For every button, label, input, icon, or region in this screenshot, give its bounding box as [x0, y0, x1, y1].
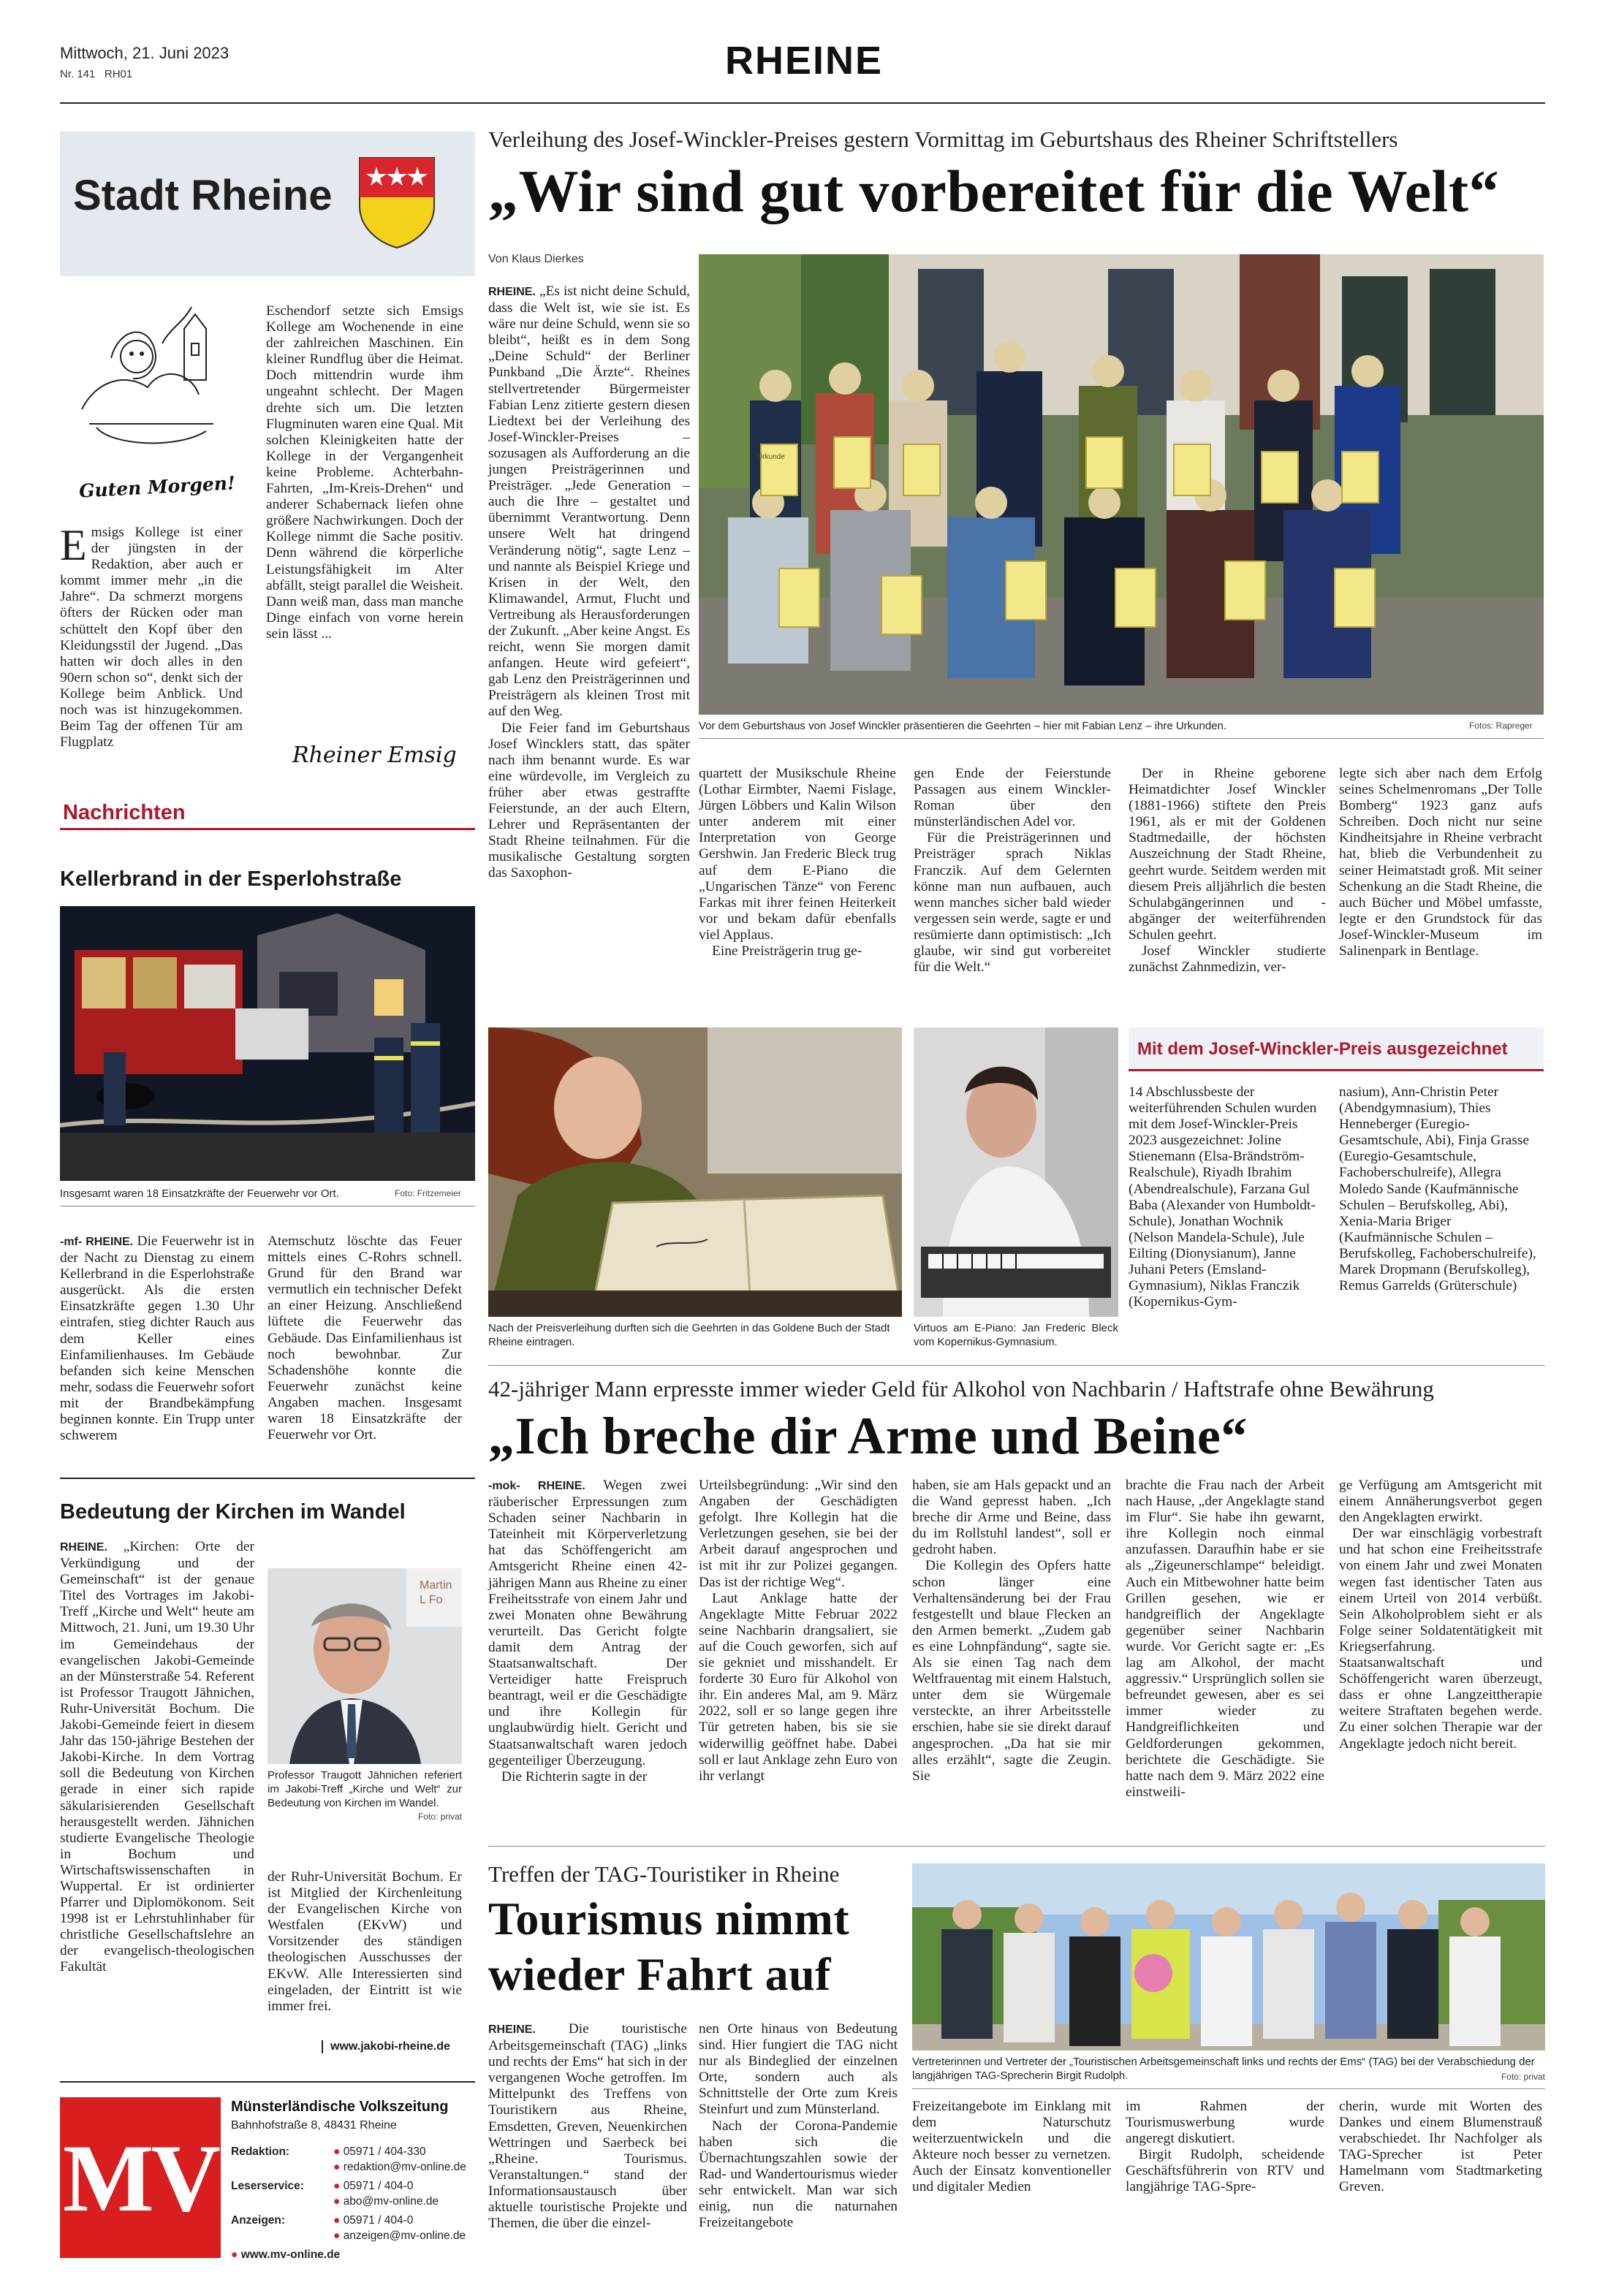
winckler-column-b — [699, 766, 896, 959]
section-title: RHEINE — [724, 39, 884, 83]
laureates-column-1: 14 Abschlussbeste der weiterführenden Schulen wurden mit dem Josef-Winckler-Preis 2023 ausgezeichnet: Joline Stienemann (Elsa-Brändström-Realschule), Riyadh Ibrahim (Abendrealschule), Farzana Gul Baba (Alexander von Humboldt-Schule), Jonathan Wochnik (Nelson Mandela-Schule), Jule Eilting (Dionysianum), Janne Juhani Peters (Emsland-Gymnasium), Niklas Franczik (Kopernikus-Gym- — [1129, 1084, 1317, 1310]
winckler-col-d: Der in Rheine geborene Heimatdichter Josef Winckler (1881-1966) stiftete den Preis 1961, als er mit der Goldenen Stadtmedaille, der höchsten Auszeichnung der Stadt Rheine, geehrt wurde. Seitdem werden mit diesem Preis alljährlich die besten Schulabgängerinnen und -abgänger der weiterführenden Schulen geehrt. — [1129, 766, 1326, 943]
erpressung-col2b: Laut Anklage hatte der Angeklagte Mitte Februar 2022 seine Nachbarin drangsaliert, sie auf die Couch geworfen, sich auf sie gekniet und misshandelt. Er forderte 30 Euro für Alkohol von ihr. Ein anderes Mal, am 9. März 2022, soll er so lange gegen ihre Tür getreten haben, bis sie sie widerwillig geöffnet habe. Dabei soll er laut Anklage zehn Euro von ihr verlangt — [699, 1590, 898, 1784]
header-rule — [60, 102, 1545, 104]
kirchen-caption-text: Professor Traugott Jähnichen referiert im Jakobi-Treff „Kirche und Welt“ zur Bedeutung von Kirchen im Wandel. — [268, 1769, 462, 1809]
erpressung-column-4: brachte die Frau nach der Arbeit nach Hause, „der Angeklagte stand im Flur“. Sie habe ihn gewarnt, ihre Kollegin noch einmal anzufassen. Daraufhin habe er sie als „Zigeunerschlampe“ beleidigt. Auch ein Mitbewohner hatte beim Grillen gesehen, wie er handgreiflich der Angeklagte gegenüber seiner Nachbarin wurde. Vor Gericht sagte er: „Es lag am Alkohol, der macht aggressiv.“ Ursprünglich sollen sie befreundet gewesen, aber es sei immer wieder zu Handgreiflichkeiten und Geldforderungen gekommen, berichtete die Geschädigte. Sie hatte nach dem 9. März 2022 eine einstweili- — [1126, 1478, 1324, 1800]
stadt-rheine-title: Stadt Rheine — [73, 172, 333, 219]
winckler-column-e: legte sich aber nach dem Erfolg seines Schelmenromans „Der Tolle Bomberg“ 1923 ganz aufs Schreiben. Doch nicht nur seine Kindheitsjahre in Rheine verbracht hat, blieb die Verbundenheit zu seiner Heimatstadt groß. Mit seiner Schenkung an die Stadt Rheine, die auch Bücher und Möbel umfasste, legte er den Grundstock für das Josef-Winckler-Museum im Salinenpark in Bentlage. — [1339, 766, 1542, 959]
tag-caption-text: Vertreterinnen und Vertreter der „Touristischen Arbeitsgemeinschaft links und rechts der Ems“ (TAG) bei der Verabschiedung der langjährigen TAG-Sprecherin Birgit Rudolph. — [912, 2056, 1535, 2082]
tourismus-column-1 — [488, 2021, 687, 2232]
golden-book-caption: Nach der Preisverleihung durften sich die Geehrten in das Goldene Buch der Stadt Rheine eintragen. — [488, 1322, 890, 1348]
tourismus-column-4 — [1126, 2099, 1324, 2196]
winckler-column-d — [1129, 766, 1326, 976]
tourismus-kicker: Treffen der TAG-Touristiker in Rheine — [488, 1861, 840, 1887]
cartoon-illustration — [67, 300, 237, 465]
kellerbrand-caption: Insgesamt waren 18 Einsatzkräfte der Feuerwehr vor Ort. — [60, 1187, 339, 1200]
issue-number: Nr. 141 — [60, 68, 96, 80]
jakobi-link-text[interactable]: www.jakobi-rheine.de — [330, 2040, 450, 2053]
kirchen-title: Bedeutung der Kirchen im Wandel — [60, 1500, 406, 1524]
golden-book-photo — [488, 1027, 902, 1317]
good-morning-label: Guten Morgen! — [78, 472, 236, 502]
winckler-col-a-text: „Es ist nicht deine Schuld, dass die Welt ist, wie sie ist. Es wäre nur deine Schuld, wenn sie so bleibt“, heißt es in dem Song „Deine Schuld“ der Berliner Punkband „Die Ärzte“. Rheines stellvertretender Bürgermeister Fabian Lenz zitierte gestern diesen Liedtext bei der Verleihung des Josef-Winckler-Preises – sozusagen als Aufforderung an die jungen Preisträgerinnen und Preisträger. „Jede Generation – auch die Ihre – gestaltet und übernimmt Verantwortung. Denn unsere Welt hat dringend Veränderung nötig“, sagte Lenz – und nannte als Beispiel Kriege und Krisen in der Welt, den Klimawandel, Armut, Flucht und Vertreibung als Herausforderungen der Zukunft. „Aber keine Angst. Es reicht, wenn Sie morgen damit anfangen. Heute wird gefeiert“, gab Lenz den Preisträgerinnen und Preisträgern als kleinen Trost mit auf den Weg. — [488, 284, 690, 720]
phone-icon: ● — [333, 2145, 341, 2158]
erpressung-col2: Urteilsbegründung: „Wir sind den Angaben der Geschädigten gefolgt. Ihre Kollegin hat die Verletzungen gesehen, sie bei der Arbeit darauf angesprochen und ist mit ihr zur Polizei gegangen. Das ist der richtige Weg“. — [699, 1478, 898, 1590]
kirchen-col1-text: „Kirchen: Orte der Verkündigung und der Gemeinschaft“ ist der genaue Titel des Vortrages im Jakobi-Treff „Kirche und Welt“ heute am Mittwoch, 21. Juni, um 19.30 Uhr im Gemeindehaus der evangelischen Jakobi-Gemeinde an der Münsterstraße 54. Referent ist Professor Traugott Jähnichen, Ruhr-Universität Bochum. Die Jakobi-Gemeinde feiert in diesem Jahr das 150-jährige Bestehen der Jakobi-Kirche. In dem Vortrag soll die Bedeutung von Kirchen gerade in einer sich rapide säkularisierenden Gesellschaft herausgestellt werden. Jähnichen studierte Evangelische Theologie in Bochum und Wirtschaftswissenschaften in Wuppertal. Er ist ordinierter Pfarrer und Diplomökonom. Seit 1998 ist er Lehrstuhlinhaber für christliche Gesellschaftslehre an der evangelisch-theologischen Fakultät — [60, 1539, 254, 1975]
erpressung-col5: ge Verfügung am Amtsgericht mit einem Annäherungsverbot gegen den Angeklagten erwirkt. — [1339, 1478, 1542, 1526]
winckler-col-b2: Eine Preisträgerin trug ge- — [712, 943, 862, 959]
tourismus-column-3: Freizeitangebote im Einklang mit dem Naturschutz weiterzuentwickeln und die Akteure noch besser zu vernetzen. Auch der Einsatz konventioneller und digitaler Medien — [912, 2099, 1111, 2195]
winckler-col-c: gen Ende der Feierstunde Passagen aus einem Winckler-Roman über den münsterländischen Adel vor. — [914, 766, 1111, 830]
tourismus-col4b: Birgit Rudolph, scheidende Geschäftsführerin von RTV und langjährige TAG-Spre- — [1126, 2147, 1324, 2195]
phone-icon: ● — [333, 2180, 341, 2192]
mv-row-values — [333, 2144, 466, 2175]
erpressung-col3: haben, sie am Hals gepackt und an die Wand gepresst haben. „Ich breche dir Arme und Beine, dass du im Rollstuhl landest“, soll er gedroht haben. — [912, 1478, 1111, 1558]
nachrichten-label: Nachrichten — [63, 801, 186, 824]
kellerbrand-end-rule — [60, 1478, 475, 1479]
nachrichten-header — [60, 801, 475, 830]
piano-photo — [914, 1027, 1118, 1317]
erpressung-kicker: 42-jähriger Mann erpresste immer wieder Geld für Alkohol von Nachbarin / Haftstrafe ohne Bewährung — [488, 1376, 1434, 1402]
kellerbrand-credit: Foto: Fritzemeier — [395, 1188, 461, 1198]
laureates-box-title: Mit dem Josef-Winckler-Preis ausgezeichnet — [1137, 1039, 1508, 1059]
kellerbrand-kw: -mf- RHEINE. — [60, 1236, 134, 1248]
mv-row-values — [333, 2213, 466, 2243]
stadt-column-1 — [60, 521, 243, 750]
erpressung-column-5 — [1339, 1478, 1542, 1752]
mv-leserservice-phone[interactable]: 05971 / 404-0 — [343, 2180, 414, 2192]
kellerbrand-title: Kellerbrand in der Esperlohstraße — [60, 867, 402, 891]
mv-address: Bahnhofstraße 8, 48431 Rheine — [231, 2119, 397, 2132]
mail-icon: ● — [333, 2230, 341, 2242]
header-date: Mittwoch, 21. Juni 2023 — [60, 44, 230, 62]
erpressung-col1-text: Wegen zwei räuberischer Erpressungen zum Schaden seiner Nachbarin in Tateinheit mit Körperverletzung hat das Schöffengericht am Amtsgericht Rheine einen 42-jährigen Mann aus Rheine zu einer Freiheitsstrafe von einem Jahr und zwei Monaten ohne Bewährung verurteilt. Das Gericht folgte damit dem Antrag der Staatsanwaltschaft. Der Verteidiger hatte Freispruch beantragt, weil er die Geschädigte und ihre Kollegin für unglaubwürdig hielt. Gericht und Staatsanwaltschaft waren jedoch gegenteiliger Überzeugung. — [488, 1478, 687, 1768]
tourismus-headline-2: wieder Fahrt auf — [488, 1948, 831, 2000]
laureates-box-header — [1129, 1027, 1544, 1071]
tourismus-col4: im Rahmen der Tourismuswerbung wurde angeregt diskutiert. — [1126, 2099, 1324, 2147]
mv-web-text[interactable]: www.mv-online.de — [240, 2249, 341, 2261]
erpressung-col3b: Die Kollegin des Opfers hatte schon länger eine Verhaltensänderung bei der Frau festgestellt und blaue Flecken an den Armen bemerkt. „Zudem gab es eine Lohnpfändung“, sagte sie. Als sie einen Tag nach dem Weltfrauentag mit einem Halstuch, unter dem sie Würgemale versteckte, an ihrer Arbeitsstelle erschien, habe sie sie direkt darauf angesprochen. „Da hat sie mir alles erzählt“, sagte die Zeugin. Sie — [912, 1558, 1111, 1784]
tourismus-col2: nen Orte hinaus von Bedeutung sind. Hier fungiert die TAG nicht nur als Bindeglied der einzelnen Orte, sondern auch als Schnittstelle der Orte zum Kreis Steinfurt und zum Münsterland. — [699, 2021, 898, 2118]
winckler-col-a2: Die Feier fand im Geburtshaus Josef Wincklers statt, das später nach ihm benannt wurde. Es war eine würdevolle, im Vergleich zu früher aber etwas gestraffte Feierstunde, an der auch Eltern, Lehrer und Repräsentanten der Stadt Rheine teilnahmen. Für die musikalische Gestaltung sorgten das Saxophon- — [488, 720, 690, 881]
mv-top-rule — [60, 2081, 475, 2083]
jakobi-link[interactable] — [322, 2040, 450, 2053]
winckler-col-c2: Für die Preisträgerinnen und Preisträger sprach Niklas Franczik. Auf dem Gelernten könne man nun aufbauen, auch wenn manches sicher bald wieder vergessen sein werde, sagte er und resümierte dann optimistisch: „Ich glaube, wir sind gut vorbereitet für die Welt.“ — [914, 830, 1111, 976]
phone-icon: ● — [333, 2214, 341, 2227]
tourismus-column-2 — [699, 2021, 898, 2231]
erpressung-column-3 — [912, 1478, 1111, 1784]
certificate-label: Urkunde — [757, 453, 785, 461]
kellerbrand-column-2: Atemschutz löschte das Feuer mittels eines C-Rohrs schnell. Grund für den Brand war vermutlich ein technischer Defekt an einer Heizung. Anschließend lüftete die Feuerwehr das Gebäude. Das Einfamilienhaus ist noch bewohnbar. Zur Schadenshöhe konnte die Feuerwehr zunächst keine Angaben machen. Insgesamt waren 18 Einsatzkräfte der Feuerwehr vor Ort. — [268, 1233, 462, 1443]
tourismus-top-rule — [488, 1846, 1545, 1847]
winckler-column-c — [914, 766, 1111, 976]
signature: Rheiner Emsig — [292, 742, 457, 768]
kirchen-caption — [268, 1768, 462, 1824]
kirchen-column-1 — [60, 1539, 254, 1976]
kellerbrand-column-1 — [60, 1233, 254, 1444]
photo-sign-text: Martin L Fo — [420, 1579, 452, 1606]
mv-contact-rows — [231, 2144, 475, 2262]
web-icon: ● — [231, 2249, 238, 2261]
mv-row-label: Leserservice: — [231, 2180, 304, 2192]
mv-logo-text: MV — [63, 2124, 218, 2232]
laureates-column-2: nasium), Ann-Christin Peter (Abendgymnasium), Thies Henneberger (Euregio-Gesamtschule, Abi), Finja Grasse (Euregio-Gesamtschule, Fachoberschulreife), Allegra Moledo Sande (Kaufmännische Schulen – Berufskolleg, Abi), Xenia-Maria Briger (Kaufmännische Schulen – Berufskolleg, Fachoberschulreife), Marek Dropmann (Berufskolleg), Remus Garrelds (Grüterschule) — [1339, 1084, 1536, 1294]
mail-icon: ● — [333, 2195, 341, 2208]
erpressung-column-2 — [699, 1478, 898, 1784]
tourismus-kw: RHEINE. — [488, 2023, 536, 2036]
mv-row-redaktion — [231, 2144, 475, 2175]
mv-anzeigen-mail[interactable]: anzeigen@mv-online.de — [343, 2230, 466, 2242]
tourismus-col2b: Nach der Corona-Pandemie haben sich die Übernachtungszahlen sowie der Rad- und Wandertourismus wieder sehr entwickelt. Man war sich einig, nun die naturnahen Freizeitangebote — [699, 2118, 898, 2231]
tag-group-photo — [912, 1863, 1545, 2050]
erpressung-kw: -mok- RHEINE. — [488, 1480, 585, 1492]
piano-caption: Virtuos am E-Piano: Jan Frederic Bleck vom Kopernikus-Gymnasium. — [914, 1322, 1118, 1348]
kirchen-column-2: der Ruhr-Universität Bochum. Er ist Mitglied der Kirchenleitung der Evangelischen Kirche von Westfalen (EKvW) und Vorsitzender des ständigen theologischen Ausschusses der EKvW. Alle Interessierten sind eingeladen, der Eintritt ist wie immer frei. — [268, 1869, 462, 2014]
erpressung-col1b: Die Richterin sagte in der — [501, 1768, 648, 1784]
kirchen-kw: RHEINE. — [60, 1541, 107, 1554]
tourismus-headline-1: Tourismus nimmt — [488, 1893, 850, 1945]
erpressung-column-1 — [488, 1478, 687, 1785]
erpressung-col5b: Der war einschlägig vorbestraft und hat schon eine Freiheitsstrafe von einem Jahr und zwei Monaten wegen fast identischer Taten aus einem Urteil von 2014 verbüßt. Sein Alkoholproblem sieht er als Folge seiner Soldatentätigkeit mit Kriegserfahrung. Staatsanwaltschaft und Schöffengericht waren überzeugt, dass er ohne Langzeittherapie weitere Straftaten begehen werde. Zu einer solchen Therapie war der Angeklagte jedoch nicht bereit. — [1339, 1526, 1542, 1752]
tag-caption-rule — [912, 2088, 1545, 2089]
kirchen-credit: Foto: privat — [417, 1812, 462, 1822]
mv-logo — [60, 2097, 221, 2258]
mv-row-label: Redaktion: — [231, 2145, 290, 2158]
erpressung-headline: „Ich breche dir Arme und Beine“ — [488, 1407, 1248, 1465]
erpressung-top-rule — [488, 1365, 1545, 1366]
mv-leserservice-mail[interactable]: abo@mv-online.de — [343, 2195, 439, 2208]
mv-row-anzeigen — [231, 2213, 475, 2243]
winckler-col-d2: Josef Winckler studierte zunächst Zahnmedizin, ver- — [1129, 943, 1326, 976]
coat-of-arms-icon — [357, 155, 437, 250]
winckler-byline: Von Klaus Dierkes — [488, 253, 584, 265]
winckler-kw: RHEINE. — [488, 286, 536, 298]
mv-redaktion-phone[interactable]: 05971 / 404-330 — [343, 2145, 426, 2158]
tourismus-column-5: cherin, wurde mit Worten des Dankes und einem Blumenstrauß verabschiedet. Ihr Nachfolger als TAG-Sprecher ist Peter Hamelmann vom Stadtmarketing Greven. — [1339, 2099, 1542, 2195]
winckler-column-a — [488, 284, 690, 881]
stadt-col1-text: msigs Kollege ist einer der jüngsten in der Redaktion, aber auch er kommt immer mehr „in die Jahre“. Da schmerzt morgens öfters der Rücken oder man schüttelt den Kopf über den Kleidungsstil der Jugend. „Das hatten wir doch alles in den 90ern schon so“, denkt sich der Kollege beim Anblick. Und noch was ist hinzugekommen. Beim Tag der offenen Tür am Flugplatz — [60, 525, 243, 750]
dropcap: E — [60, 521, 87, 569]
kellerbrand-col1-text: Die Feuerwehr ist in der Nacht zu Dienstag zu einem Kellerbrand in die Esperlohstraße ausgerückt. Als die ersten Einsatzkräfte gegen 1.30 Uhr eintrafen, stieg dichter Rauch aus dem Keller eines Einfamilienhauses. Im Gebäude befanden sich keine Menschen mehr, sodass die Feuerwehr sofort mit der Brandbekämpfung beginnen konnte. Ein Trupp unter schwerem — [60, 1233, 255, 1444]
mv-row-values — [333, 2178, 439, 2209]
mv-redaktion-mail[interactable]: redaktion@mv-online.de — [343, 2161, 466, 2173]
tag-credit: Foto: privat — [1501, 2072, 1545, 2082]
mv-row-leserservice — [231, 2178, 475, 2209]
winckler-main-caption: Vor dem Geburtshaus von Josef Winckler präsentieren die Geehrten – hier mit Fabian Lenz – ihre Urkunden. — [699, 720, 1227, 732]
mail-icon: ● — [333, 2161, 341, 2173]
stadt-column-2: Eschendorf setzte sich Emsigs Kollege am Wochenende in eine der zahlreichen Maschinen. Ein kleiner Rundflug über die Heimat. Doch mittendrin wurde ihm ungeahnt schlecht. Der Magen drehte sich um. Die letzten Flugminuten waren eine Qual. Mit solchen Kleinigkeiten hatte der Kollege in der Vergangenheit keine Probleme. Achterbahn-Fahrten, „Im-Kreis-Drehen“ und anderer Schabernack liefen ohne größere Nachwirkungen. Doch der Kollege nimmt die Sache positiv. Denn während die körperliche Leistungsfähigkeit im Alter abfällt, steigt parallel die Weisheit. Dann weiß man, dass man manche Dinge einfach von vorne herein sein lässt ... — [266, 303, 463, 642]
tag-caption — [912, 2055, 1545, 2084]
winckler-kicker: Verleihung des Josef-Winckler-Preises gestern Vormittag im Geburtshaus des Rheiner Schriftstellers — [488, 126, 1398, 152]
mv-row-label: Anzeigen: — [231, 2214, 286, 2227]
jaehnichen-photo — [268, 1568, 462, 1764]
mv-anzeigen-phone[interactable]: 05971 / 404-0 — [343, 2214, 414, 2227]
mv-web[interactable] — [231, 2247, 475, 2262]
winckler-headline: „Wir sind gut vorbereitet für die Welt“ — [488, 158, 1500, 224]
winckler-photo-rule — [699, 738, 1544, 739]
winckler-main-credit: Fotos: Rapreger — [1469, 721, 1533, 731]
edition-code: RH01 — [104, 68, 133, 80]
mv-name: Münsterländische Volkszeitung — [231, 2099, 449, 2115]
winckler-col-b: quartett der Musikschule Rheine (Lothar Eirmbter, Naemi Fislage, Jürgen Löbbers und Kalin Wilson unter anderem mit einer Interpretation von George Gershwin. Jan Frederic Bleck trug auf dem E-Piano die „Ungarischen Tänze“ von Ferenc Farkas mit ihrer feinen Heiterkeit vor und bekam dafür ebenfalls viel Applaus. — [699, 766, 896, 943]
tourismus-col1-text: Die touristische Arbeitsgemeinschaft (TAG) „links und rechts der Ems“ hat sich in der vergangenen Woche getroffen. Im Mittelpunkt des Treffens von Touristikern aus Rheine, Emsdetten, Greven, Neuenkirchen Wettringen und Saerbeck bei „Rheine. Tourismus. Veranstaltungen.“ stand der Informationsaustausch über aktuelle touristische Projekte und Themen, die über die einzel- — [488, 2021, 687, 2232]
kellerbrand-photo — [60, 906, 475, 1181]
winckler-group-photo — [699, 254, 1544, 715]
